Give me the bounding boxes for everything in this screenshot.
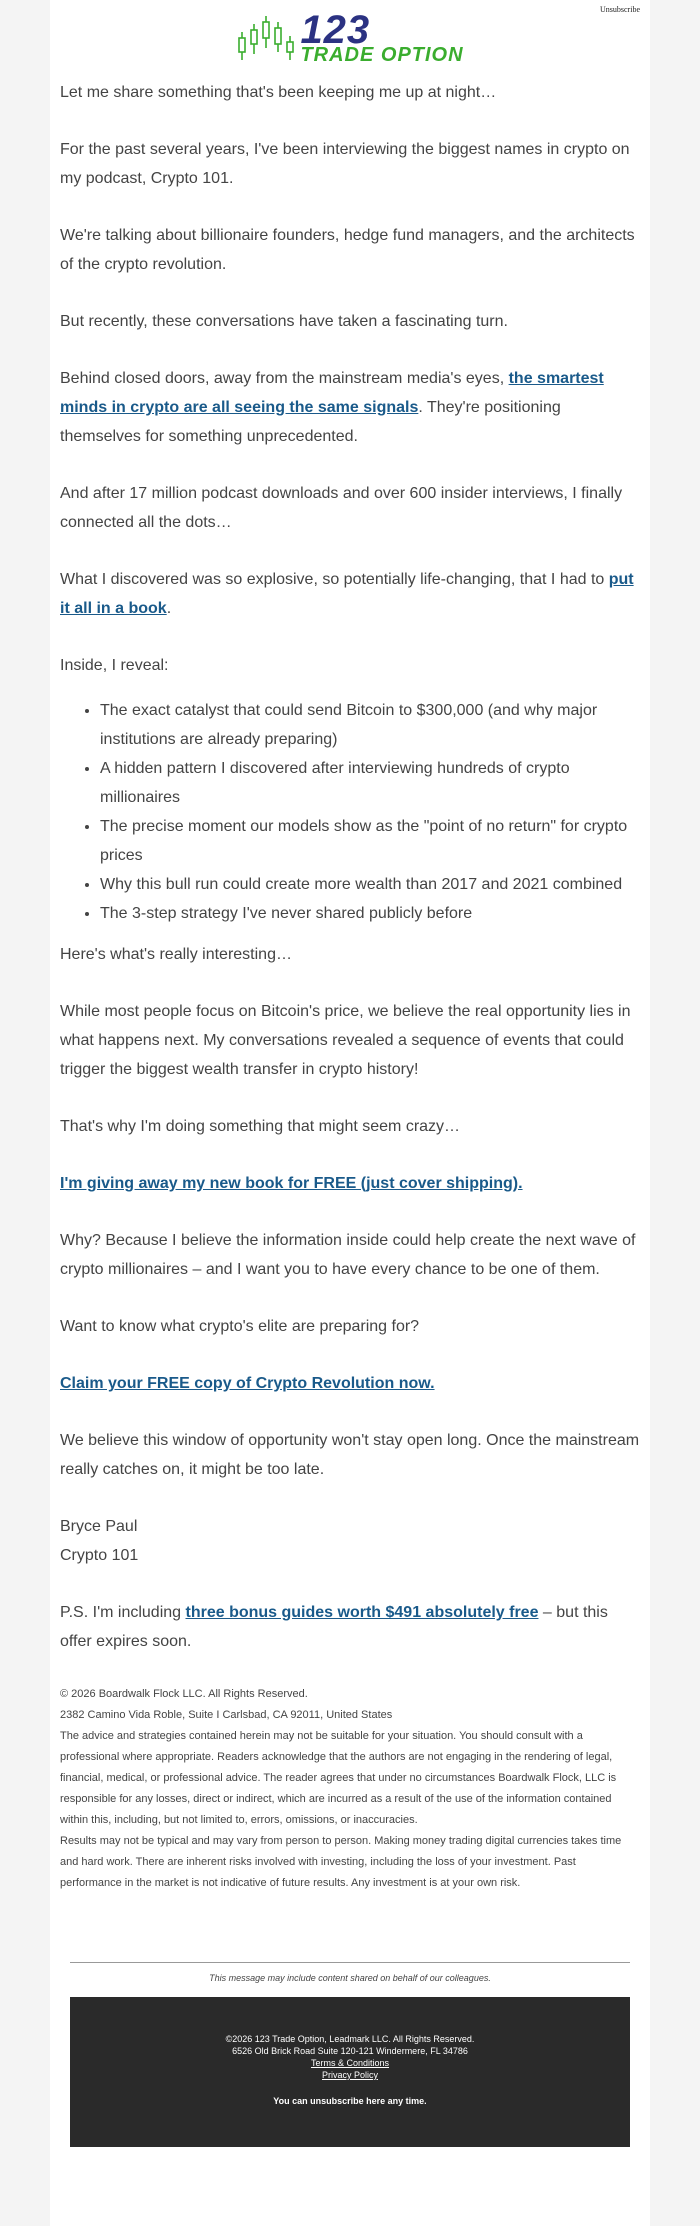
legal-disclaimer: The advice and strategies contained herein may not be suitable for your situation. You should consult with a professional where appropriate. Readers acknowledge that the authors are not engaging in the rendering of legal, financial, medical, or professional advice. The reader agrees that under no circumstances Boardwalk Flock, LLC is responsible for any losses, direct or indirect, which are incurred as a result of the use of the information contained within this, including, but not limited to, errors, omissions, or inaccuracies. xyxy=(60,1730,617,1826)
candlestick-chart-icon xyxy=(236,14,294,64)
list-item: • A hidden pattern I discovered after interviewing hundreds of crypto millionaires xyxy=(100,754,640,812)
legal-disclaimer-risk: Results may not be typical and may vary from person to person. Making money trading digital currencies takes time and hard work. There are inherent risks involved with investing, including the loss of your investment. Past performance in the market is not indicative of future results. Any investment is at your own risk. xyxy=(60,1835,622,1889)
logo-number: 123 xyxy=(300,8,371,52)
paragraph: Behind closed doors, away from the mainstream media's eyes, the smartest minds in crypto are all seeing the same signals. They're positioning themselves for something unprecedented. xyxy=(60,370,604,445)
logo-subtitle: TRADE OPTION xyxy=(300,44,464,66)
bonus-guides-link[interactable]: three bonus guides worth $491 absolutely free xyxy=(185,1604,539,1621)
paragraph: We believe this window of opportunity won't stay open long. Once the mainstream really catches on, it might be too late. xyxy=(60,1432,640,1478)
list-item: • Why this bull run could create more wealth than 2017 and 2021 combined xyxy=(100,870,640,899)
email-body xyxy=(60,78,640,1656)
paragraph: Want to know what crypto's elite are preparing for? xyxy=(60,1318,420,1335)
legal-section xyxy=(60,1684,640,1894)
paragraph: And after 17 million podcast downloads and over 600 insider interviews, I finally connected all the dots… xyxy=(60,485,623,531)
legal-copyright: © 2026 Boardwalk Flock LLC. All Rights Reserved. xyxy=(60,1688,308,1700)
paragraph: Why? Because I believe the information inside could help create the next wave of crypto millionaires – and I want you to have every chance to be one of them. xyxy=(60,1232,636,1278)
logo-wordmark xyxy=(300,8,464,66)
legal-address: 2382 Camino Vida Roble, Suite I Carlsbad, CA 92011, United States xyxy=(60,1709,393,1721)
paragraph: That's why I'm doing something that might seem crazy… xyxy=(60,1118,461,1135)
paragraph xyxy=(60,1169,640,1198)
paragraph xyxy=(60,1369,640,1398)
reveal-list xyxy=(60,696,640,928)
colleagues-note: This message may include content shared on behalf of our colleagues. xyxy=(209,1973,491,1983)
book-link[interactable]: put it all in a book xyxy=(60,571,634,617)
privacy-link[interactable]: Privacy Policy xyxy=(321,2070,378,2080)
list-item: • The exact catalyst that could send Bitcoin to $300,000 (and why major institutions are already preparing) xyxy=(100,696,640,754)
paragraph: Inside, I reveal: xyxy=(60,657,169,674)
email-container xyxy=(50,0,650,2226)
free-book-cta-link[interactable]: I'm giving away my new book for FREE (just cover shipping). xyxy=(60,1175,523,1192)
list-item: • The precise moment our models show as the "point of no return" for crypto prices xyxy=(100,812,640,870)
top-bar xyxy=(60,0,640,14)
paragraph: What I discovered was so explosive, so potentially life-changing, that I had to put it all in a book. xyxy=(60,571,634,617)
footer-divider xyxy=(70,1962,630,1963)
footer-address: 6526 Old Brick Road Suite 120-121 Windermere, FL 34786 xyxy=(232,2046,468,2056)
claim-copy-cta-link[interactable]: Claim your FREE copy of Crypto Revolution now. xyxy=(60,1375,435,1392)
signature-name: Bryce Paul xyxy=(60,1518,138,1535)
terms-link[interactable]: Terms & Conditions xyxy=(310,2058,390,2068)
dark-footer xyxy=(70,1997,630,2147)
signature xyxy=(60,1512,640,1570)
paragraph: We're talking about billionaire founders, hedge fund managers, and the architects of the crypto revolution. xyxy=(60,227,635,273)
signature-org: Crypto 101 xyxy=(60,1547,139,1564)
paragraph: But recently, these conversations have taken a fascinating turn. xyxy=(60,313,508,330)
footer-copyright: ©2026 123 Trade Option, Leadmark LLC. All Rights Reserved. xyxy=(225,2034,475,2044)
paragraph: While most people focus on Bitcoin's price, we believe the real opportunity lies in what happens next. My conversations revealed a sequence of events that could trigger the biggest wealth transfer in crypto history! xyxy=(60,1003,631,1078)
paragraph: For the past several years, I've been interviewing the biggest names in crypto on my podcast, Crypto 101. xyxy=(60,141,630,187)
postscript: P.S. I'm including three bonus guides worth $491 absolutely free – but this offer expires soon. xyxy=(60,1604,608,1650)
smartest-minds-link[interactable]: the smartest minds in crypto are all seeing the same signals xyxy=(60,370,604,416)
list-item: • The 3-step strategy I've never shared publicly before xyxy=(100,899,640,928)
paragraph: Here's what's really interesting… xyxy=(60,946,292,963)
unsubscribe-link-top[interactable]: Unsubscribe xyxy=(600,5,640,14)
paragraph: Let me share something that's been keeping me up at night… xyxy=(60,84,497,101)
unsubscribe-link-footer[interactable]: You can unsubscribe here any time. xyxy=(273,2096,427,2106)
